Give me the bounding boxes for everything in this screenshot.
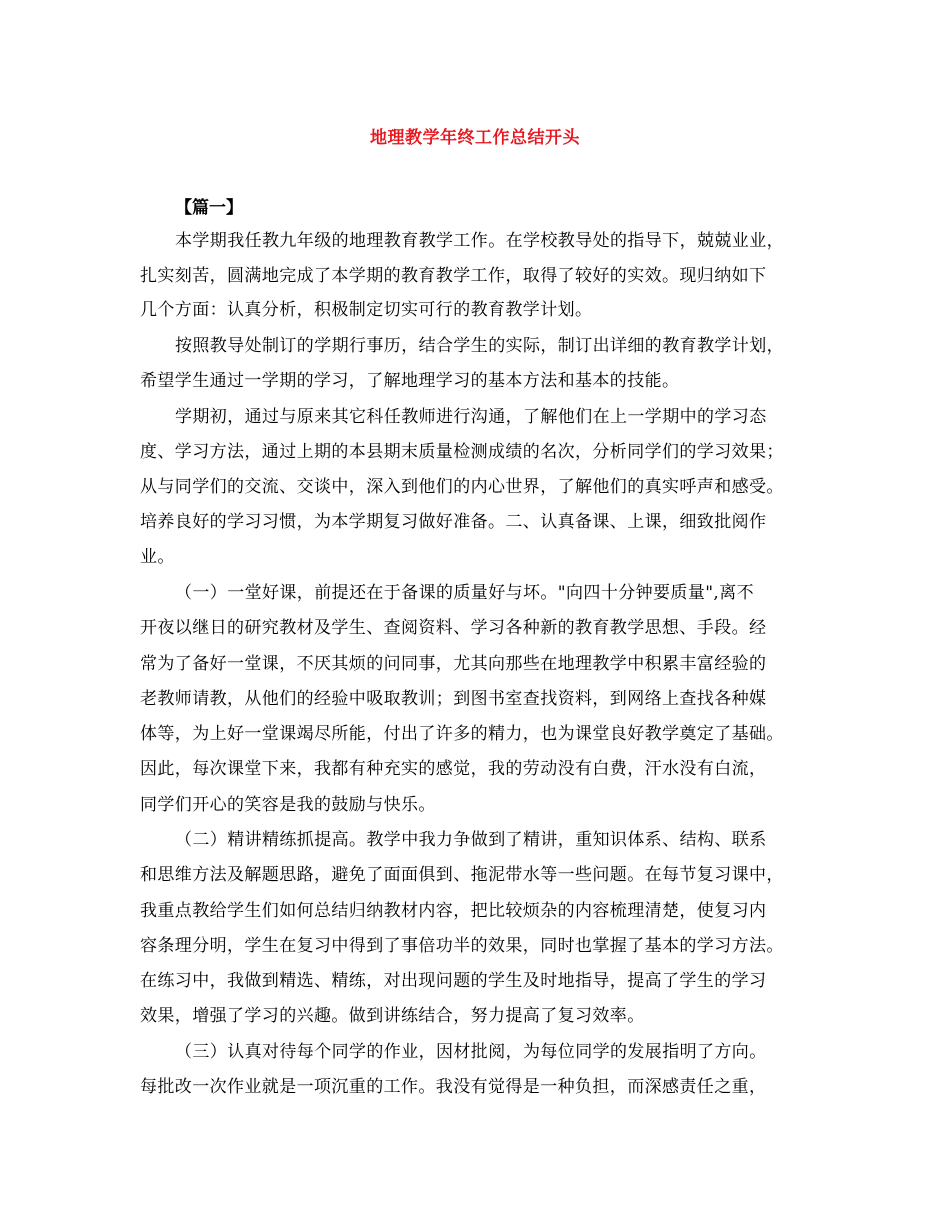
paragraph-1-line-2: 扎实刻苦，圆满地完成了本学期的教育教学工作，取得了较好的实效。现归纳如下: [140, 266, 767, 286]
paragraph-4-line-6: 因此，每次课堂下来，我都有种充实的感觉，我的劳动没有白费，汗水没有白流，: [140, 759, 767, 779]
paragraph-5-line-2: 和思维方法及解题思路，避免了面面俱到、拖泥带水等一些问题。在每节复习课中，: [140, 865, 784, 885]
paragraph-5-line-5: 在练习中，我做到精选、精练，对出现问题的学生及时地指导，提高了学生的学习: [140, 971, 767, 991]
paragraph-5-line-4: 容条理分明，学生在复习中得到了事倍功半的效果，同时也掌握了基本的学习方法。: [140, 936, 784, 956]
paragraph-2-line-1: 按照教导处制订的学期行事历，结合学生的实际，制订出详细的教育教学计划，: [175, 336, 784, 356]
paragraph-5-line-3: 我重点教给学生们如何总结归纳教材内容，把比较烦杂的内容梳理清楚，使复习内: [140, 901, 767, 921]
paragraph-4-line-1: （一）一堂好课，前提还在于备课的质量好与坏。"向四十分钟要质量",离不: [175, 583, 755, 603]
paragraph-3-line-2: 度、学习方法，通过上期的本县期末质量检测成绩的名次，分析同学们的学习效果；: [140, 442, 784, 462]
paragraph-1-line-3: 几个方面：认真分析，积极制定切实可行的教育教学计划。: [140, 300, 593, 320]
paragraph-4-line-7: 同学们开心的笑容是我的鼓励与快乐。: [140, 795, 436, 815]
paragraph-3-line-5: 业。: [140, 547, 175, 567]
paragraph-1-line-1: 本学期我任教九年级的地理教育教学工作。在学校教导处的指导下，兢兢业业，: [175, 231, 784, 251]
paragraph-3-line-3: 从与同学们的交流、交谈中，深入到他们的内心世界，了解他们的真实呼声和感受。: [140, 477, 784, 497]
paragraph-3-line-1: 学期初，通过与原来其它科任教师进行沟通，了解他们在上一学期中的学习态: [175, 407, 767, 427]
paragraph-4-line-2: 开夜以继日的研究教材及学生、查阅资料、学习各种新的教育教学思想、手段。经: [140, 618, 767, 638]
paragraph-4-line-3: 常为了备好一堂课，不厌其烦的问同事，尤其向那些在地理教学中积累丰富经验的: [140, 654, 767, 674]
paragraph-4-line-4: 老教师请教，从他们的经验中吸取教训；到图书室查找资料，到网络上查找各种媒: [140, 689, 767, 709]
paragraph-3-line-4: 培养良好的学习习惯，为本学期复习做好准备。二、认真备课、上课，细致批阅作: [140, 512, 767, 532]
paragraph-5-line-1: （二）精讲精练抓提高。教学中我力争做到了精讲，重知识体系、结构、联系: [175, 830, 767, 850]
paragraph-5-line-6: 效果，增强了学习的兴趣。做到讲练结合，努力提高了复习效率。: [140, 1006, 645, 1026]
paragraph-4-line-5: 体等，为上好一堂课竭尽所能，付出了许多的精力，也为课堂良好教学奠定了基础。: [140, 724, 784, 744]
paragraph-6-line-2: 每批改一次作业就是一项沉重的工作。我没有觉得是一种负担，而深感责任之重，: [140, 1077, 767, 1097]
paragraph-6-line-1: （三）认真对待每个同学的作业，因材批阅，为每位同学的发展指明了方向。: [175, 1042, 767, 1062]
section-heading: 【篇一】: [175, 198, 243, 218]
paragraph-2-line-2: 希望学生通过一学期的学习，了解地理学习的基本方法和基本的技能。: [140, 371, 680, 391]
document-title: 地理教学年终工作总结开头: [370, 128, 580, 148]
